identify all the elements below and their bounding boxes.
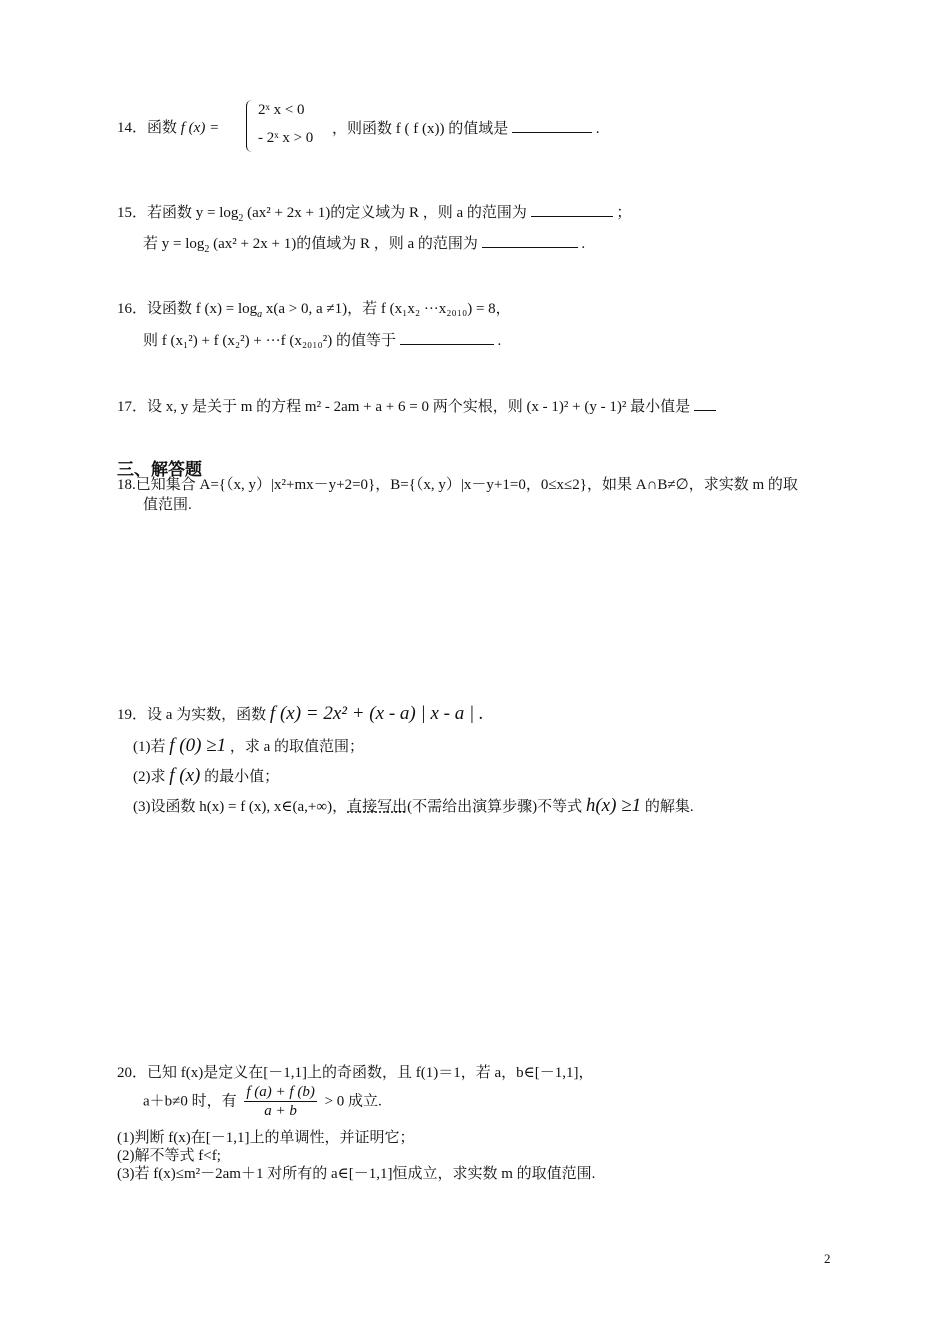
question-20-part-1 [117, 1128, 414, 1148]
question-19-part-1 [133, 736, 364, 757]
answer-blank [531, 202, 613, 217]
question-14 [117, 118, 219, 138]
q20-l1: 20．已知 f(x)是定义在[－1,1]上的奇函数，且 f(1)＝1，若 a，b∈[－1,1]， [117, 1065, 594, 1081]
question-18-line-2 [143, 495, 192, 515]
q18-l2: 值范围. [143, 497, 192, 513]
question-15-line-1: 15．若函数 $y = \log_2 (ax^2 + 2x + 1)$的定义域为 R ，则 a 的范围为 ； [117, 202, 631, 229]
question-18-line-1 [117, 475, 798, 495]
q15-l2-a: 若 y = log [143, 236, 205, 252]
q19-formula: f (x) = 2x² + (x - a) | x - a | . [269, 703, 484, 724]
page-number: 2 [824, 1251, 831, 1266]
q17-text: 17．设 x, y 是关于 m 的方程 m² - 2am + a + 6 = 0 两个实根，则 (x - 1)² + (y - 1)² 最小值是 [117, 399, 691, 415]
question-15-line-2: 若 $y = \log_2 (ax^2 + 2x + 1)$的值域为 R ，则 a 的范围为 . [143, 233, 585, 260]
section-title: 三、解答题 [117, 460, 202, 480]
q16-l1-b: x(a > 0, a ≠1)，若 f (x₁x₂ ···x₂₀₁₀) = 8， [262, 301, 511, 317]
q19-p3-a: (3)设函数 h(x) = f (x), x∈(a,+∞)， [133, 799, 348, 815]
q14-tail-text: ，则函数 f ( f (x)) 的值域是 [332, 121, 509, 137]
q19-p3-emphasis: 直接写出 [347, 799, 408, 815]
q14-number: 14．函数 [117, 120, 178, 136]
q19-p1-b: ，求 a 的取值范围； [229, 739, 365, 755]
q14-case-2: - 2ˣ x > 0 [258, 130, 314, 146]
q14-end: . [595, 121, 600, 137]
fraction-denominator: a + b [264, 1103, 297, 1119]
q14-tail [332, 118, 599, 139]
question-16-line-1: 16．设函数 f $(x) = \log_a x(a > 0$, a ≠1)，若 f (x₁x₂ ···x₂₀₁₀) = 8， [117, 301, 511, 320]
q20-p3: (3)若 f(x)≤m²－2am＋1 对所有的 a∈[－1,1]恒成立，求实数 m 的取值范围. [117, 1166, 596, 1182]
answer-blank [400, 330, 494, 345]
q15-l2-b: (ax² + 2x + 1)的值域为 R ，则 a 的范围为 [213, 236, 478, 252]
answer-blank [512, 118, 592, 133]
question-17 [117, 396, 716, 417]
q19-p3-b: (不需给出演算步骤)不等式 [407, 799, 583, 815]
q19-p2-a: (2)求 [133, 769, 166, 785]
q15-l1-b: (ax² + 2x + 1)的定义域为 R ，则 a 的范围为 [247, 205, 527, 221]
q16-l1-a: 16．设函数 f (x) = log [117, 301, 258, 317]
q19-p3-formula: h(x) ≥1 [585, 795, 642, 816]
q15-l1-a: 15．若函数 y = log [117, 205, 239, 221]
question-20-line-2 [143, 1083, 382, 1120]
q19-p2-b: 的最小值； [204, 769, 280, 785]
q19-p2-formula: f (x) [169, 765, 201, 786]
question-19-part-2 [133, 766, 279, 787]
q19-p3-c: 的解集. [644, 799, 694, 815]
q20-l2-b: > 0 成立. [324, 1093, 382, 1110]
question-19-part-3 [133, 796, 694, 817]
left-brace [246, 100, 255, 152]
answer-blank [482, 233, 578, 248]
q19-p1-a: (1)若 [133, 739, 166, 755]
q14-fx: f (x) = [180, 120, 220, 136]
answer-blank [694, 396, 716, 411]
fraction-numerator: f (a) + f (b) [246, 1084, 315, 1100]
question-20-part-3 [117, 1164, 595, 1184]
q16-l2-end: . [497, 333, 502, 349]
q19-l1-a: 19．设 a 为实数，函数 [117, 707, 267, 723]
q18-l1: 18.已知集合 A={（x, y）|x²+mx－y+2=0}，B={（x, y）|x－y+1=0，0≤x≤2}，如果 A∩B≠∅，求实数 m 的取 [117, 477, 798, 493]
q15-l1-end: ； [616, 205, 632, 221]
question-20-part-2 [117, 1146, 221, 1166]
q20-p2: (2)解不等式 f<f; [117, 1148, 221, 1164]
q14-case-1: 2ˣ x < 0 [258, 102, 305, 118]
question-20-line-1 [117, 1063, 593, 1083]
q14-piecewise [246, 100, 336, 156]
q20-fraction [244, 1083, 316, 1120]
q15-l2-end: . [581, 236, 586, 252]
q20-p1: (1)判断 f(x)在[－1,1]上的单调性，并证明它； [117, 1130, 415, 1146]
q16-l2-a: 则 f (x₁²) + f (x₂²) + ···f (x₂₀₁₀²) 的值等于 [143, 333, 396, 349]
question-19-line-1 [117, 704, 484, 725]
q19-p1-formula: f (0) ≥1 [169, 735, 227, 756]
question-16-line-2 [143, 330, 501, 351]
q20-l2-a: a＋b≠0 时，有 [143, 1093, 237, 1110]
